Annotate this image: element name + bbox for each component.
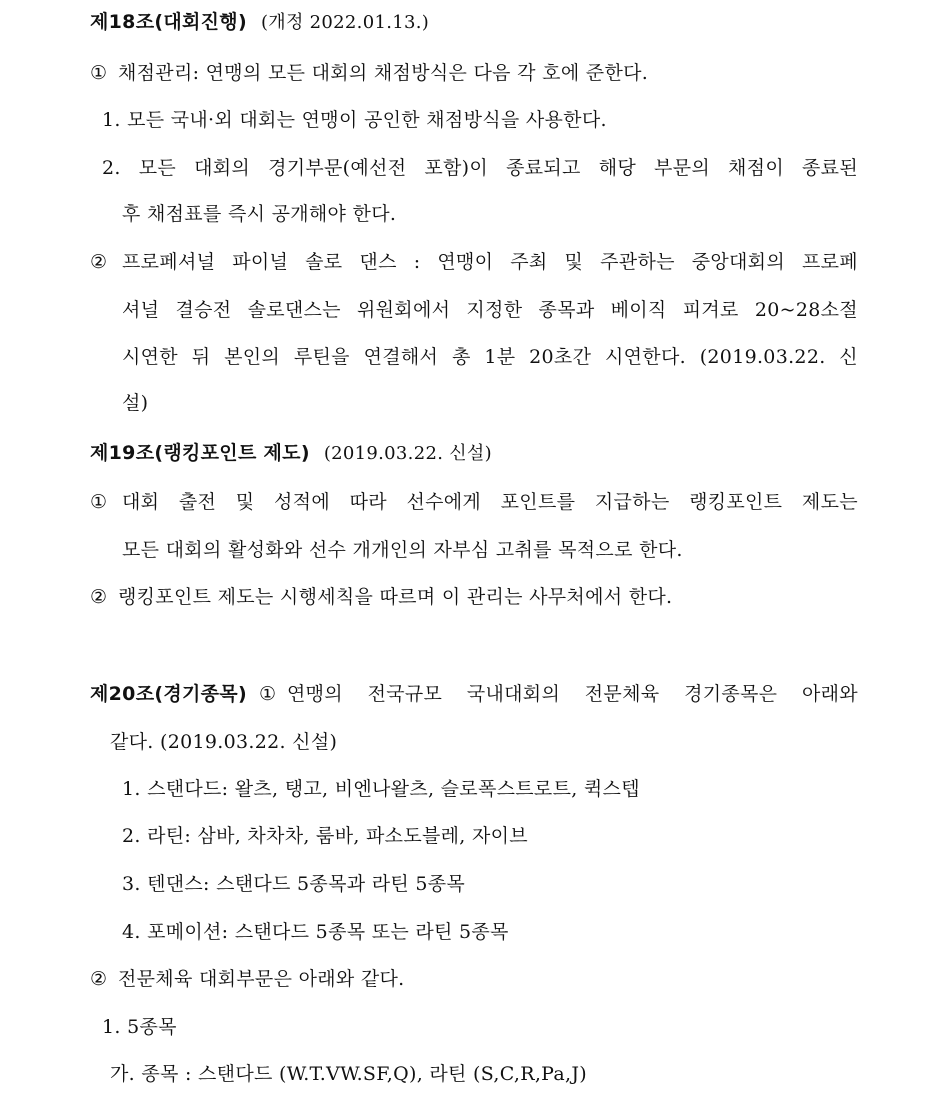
article-20-sub-item-1: 1. 5종목 [102,1016,177,1038]
article-18-revision-note: (개정 2022.01.13.) [260,12,430,33]
word: 포인트를 [500,491,576,513]
article-20-heading-line [90,681,858,707]
article-19-title: 제19조(랭킹포인트 제도) [90,442,310,464]
article-18-paragraph-1 [90,60,648,86]
article-20-paragraph-1-line-1 [287,681,858,707]
word: 출전 [178,491,217,513]
paragraph-text: 랭킹포인트 제도는 시행세칙을 따르며 이 관리는 사무처에서 한다. [118,586,673,608]
word: 따라 [349,491,387,513]
article-20-title: 제20조(경기종목) [90,683,247,705]
article-20-paragraph-1-line-2: 같다. (2019.03.22. 신설) [110,731,338,753]
word: 솔로댄스는 [247,299,341,321]
word: 국내대회의 [466,683,561,705]
article-18-paragraph-2-line-4: 설) [122,392,149,414]
article-18-paragraph-2-line-1 [122,249,858,275]
word: 및 [235,491,255,513]
paragraph-marker: ① [258,683,277,705]
word: 주최 [510,251,548,273]
article-19-paragraph-1-line-2: 모든 대회의 활성화와 선수 개개인의 자부심 고취를 목적으로 한다. [122,539,683,561]
word: 경기종목은 [684,683,778,705]
article-18-heading [90,9,429,36]
word: 지급하는 [594,491,670,513]
word: 루틴을 [293,346,350,368]
word: 전문체육 [584,683,660,705]
word: 종목과 [538,299,595,321]
word: 및 [564,251,584,273]
word: 베이직 [610,299,667,321]
word: 2. [102,157,121,179]
article-20-item-1: 1. 스탠다드: 왈츠, 탱고, 비엔나왈츠, 슬로폭스트로트, 퀵스텝 [122,778,640,800]
article-18-item-1: 1. 모든 국내·외 대회는 연맹이 공인한 채점방식을 사용한다. [102,109,607,131]
word: 댄스 [359,251,397,273]
paragraph-marker: ② [90,968,108,990]
word: 지정한 [466,299,523,321]
article-20-paragraph-2 [90,966,405,992]
word: 위원회에서 [356,299,451,321]
article-20-item-2: 2. 라틴: 삼바, 차차차, 룸바, 파소도블레, 자이브 [122,825,528,847]
word: 파이널 [232,251,289,273]
article-19-paragraph-1-marker-line [90,489,118,515]
article-18-paragraph-2-line-2 [122,297,858,323]
article-19-revision-note: (2019.03.22. 신설) [323,443,492,464]
word: 신 [839,346,858,368]
word: 1분 [484,346,516,368]
word: 총 [451,346,471,368]
word: 종료된 [802,157,858,179]
word: 성적에 [274,491,330,513]
article-18-paragraph-2-marker-line [90,249,118,275]
word: 포함)이 [424,157,489,179]
word: 모든 [138,157,177,179]
word: 20초간 [529,346,592,368]
word: (2019.03.22. [699,346,826,368]
word: 뒤 [191,346,211,368]
article-20-item-4: 4. 포메이션: 스탠다드 5종목 또는 라틴 5종목 [122,921,509,943]
word: 부문의 [654,157,711,179]
article-18-title: 제18조(대회진행) [90,11,247,33]
word: 대회 [122,491,160,513]
word: 본인의 [224,346,281,368]
word: 제도는 [801,491,858,513]
word: : [413,251,421,273]
paragraph-text: 채점관리: 연맹의 모든 대회의 채점방식은 다음 각 호에 준한다. [118,62,649,84]
article-19-paragraph-1-line-1 [122,489,858,515]
word: 주관하는 [600,251,675,273]
word: 연맹의 [286,683,343,705]
word: 결승전 [175,299,232,321]
article-20-item-3: 3. 텐댄스: 스탠다드 5종목과 라틴 5종목 [122,873,466,895]
article-19-heading [90,440,492,467]
word: 경기부문(예선전 [268,157,407,179]
word: 20~28소절 [754,299,858,321]
paragraph-marker: ② [90,251,108,273]
word: 종료되고 [506,157,581,179]
word: 선수에게 [406,491,482,513]
word: 채점이 [728,157,784,179]
article-19-paragraph-2 [90,584,672,610]
article-18-item-2-line-1 [102,155,858,181]
word: 아래와 [802,683,858,705]
paragraph-marker: ② [90,586,108,608]
paragraph-marker: ① [90,491,108,513]
paragraph-text: 전문체육 대회부문은 아래와 같다. [118,968,405,990]
word: 중앙대회의 [691,251,785,273]
word: 랭킹포인트 [689,491,783,513]
word: 전국규모 [367,683,443,705]
word: 해당 [598,157,637,179]
word: 셔널 [122,299,160,321]
paragraph-marker: ① [90,62,108,84]
word: 대회의 [194,157,251,179]
article-18-paragraph-2-line-3 [122,344,858,370]
word: 프로페셔널 [122,251,216,273]
word: 시연한다. [604,346,686,368]
word: 연결해서 [363,346,439,368]
article-18-item-2-line-2: 후 채점표를 즉시 공개해야 한다. [122,203,397,225]
word: 연맹이 [437,251,494,273]
word: 프로페 [801,251,858,273]
word: 피겨로 [682,299,739,321]
word: 시연한 [122,346,178,368]
word: 솔로 [305,251,343,273]
article-20-sub-item-1-ga: 가. 종목 : 스탠다드 (W.T.VW.SF,Q), 라틴 (S,C,R,Pa,J) [110,1063,587,1085]
